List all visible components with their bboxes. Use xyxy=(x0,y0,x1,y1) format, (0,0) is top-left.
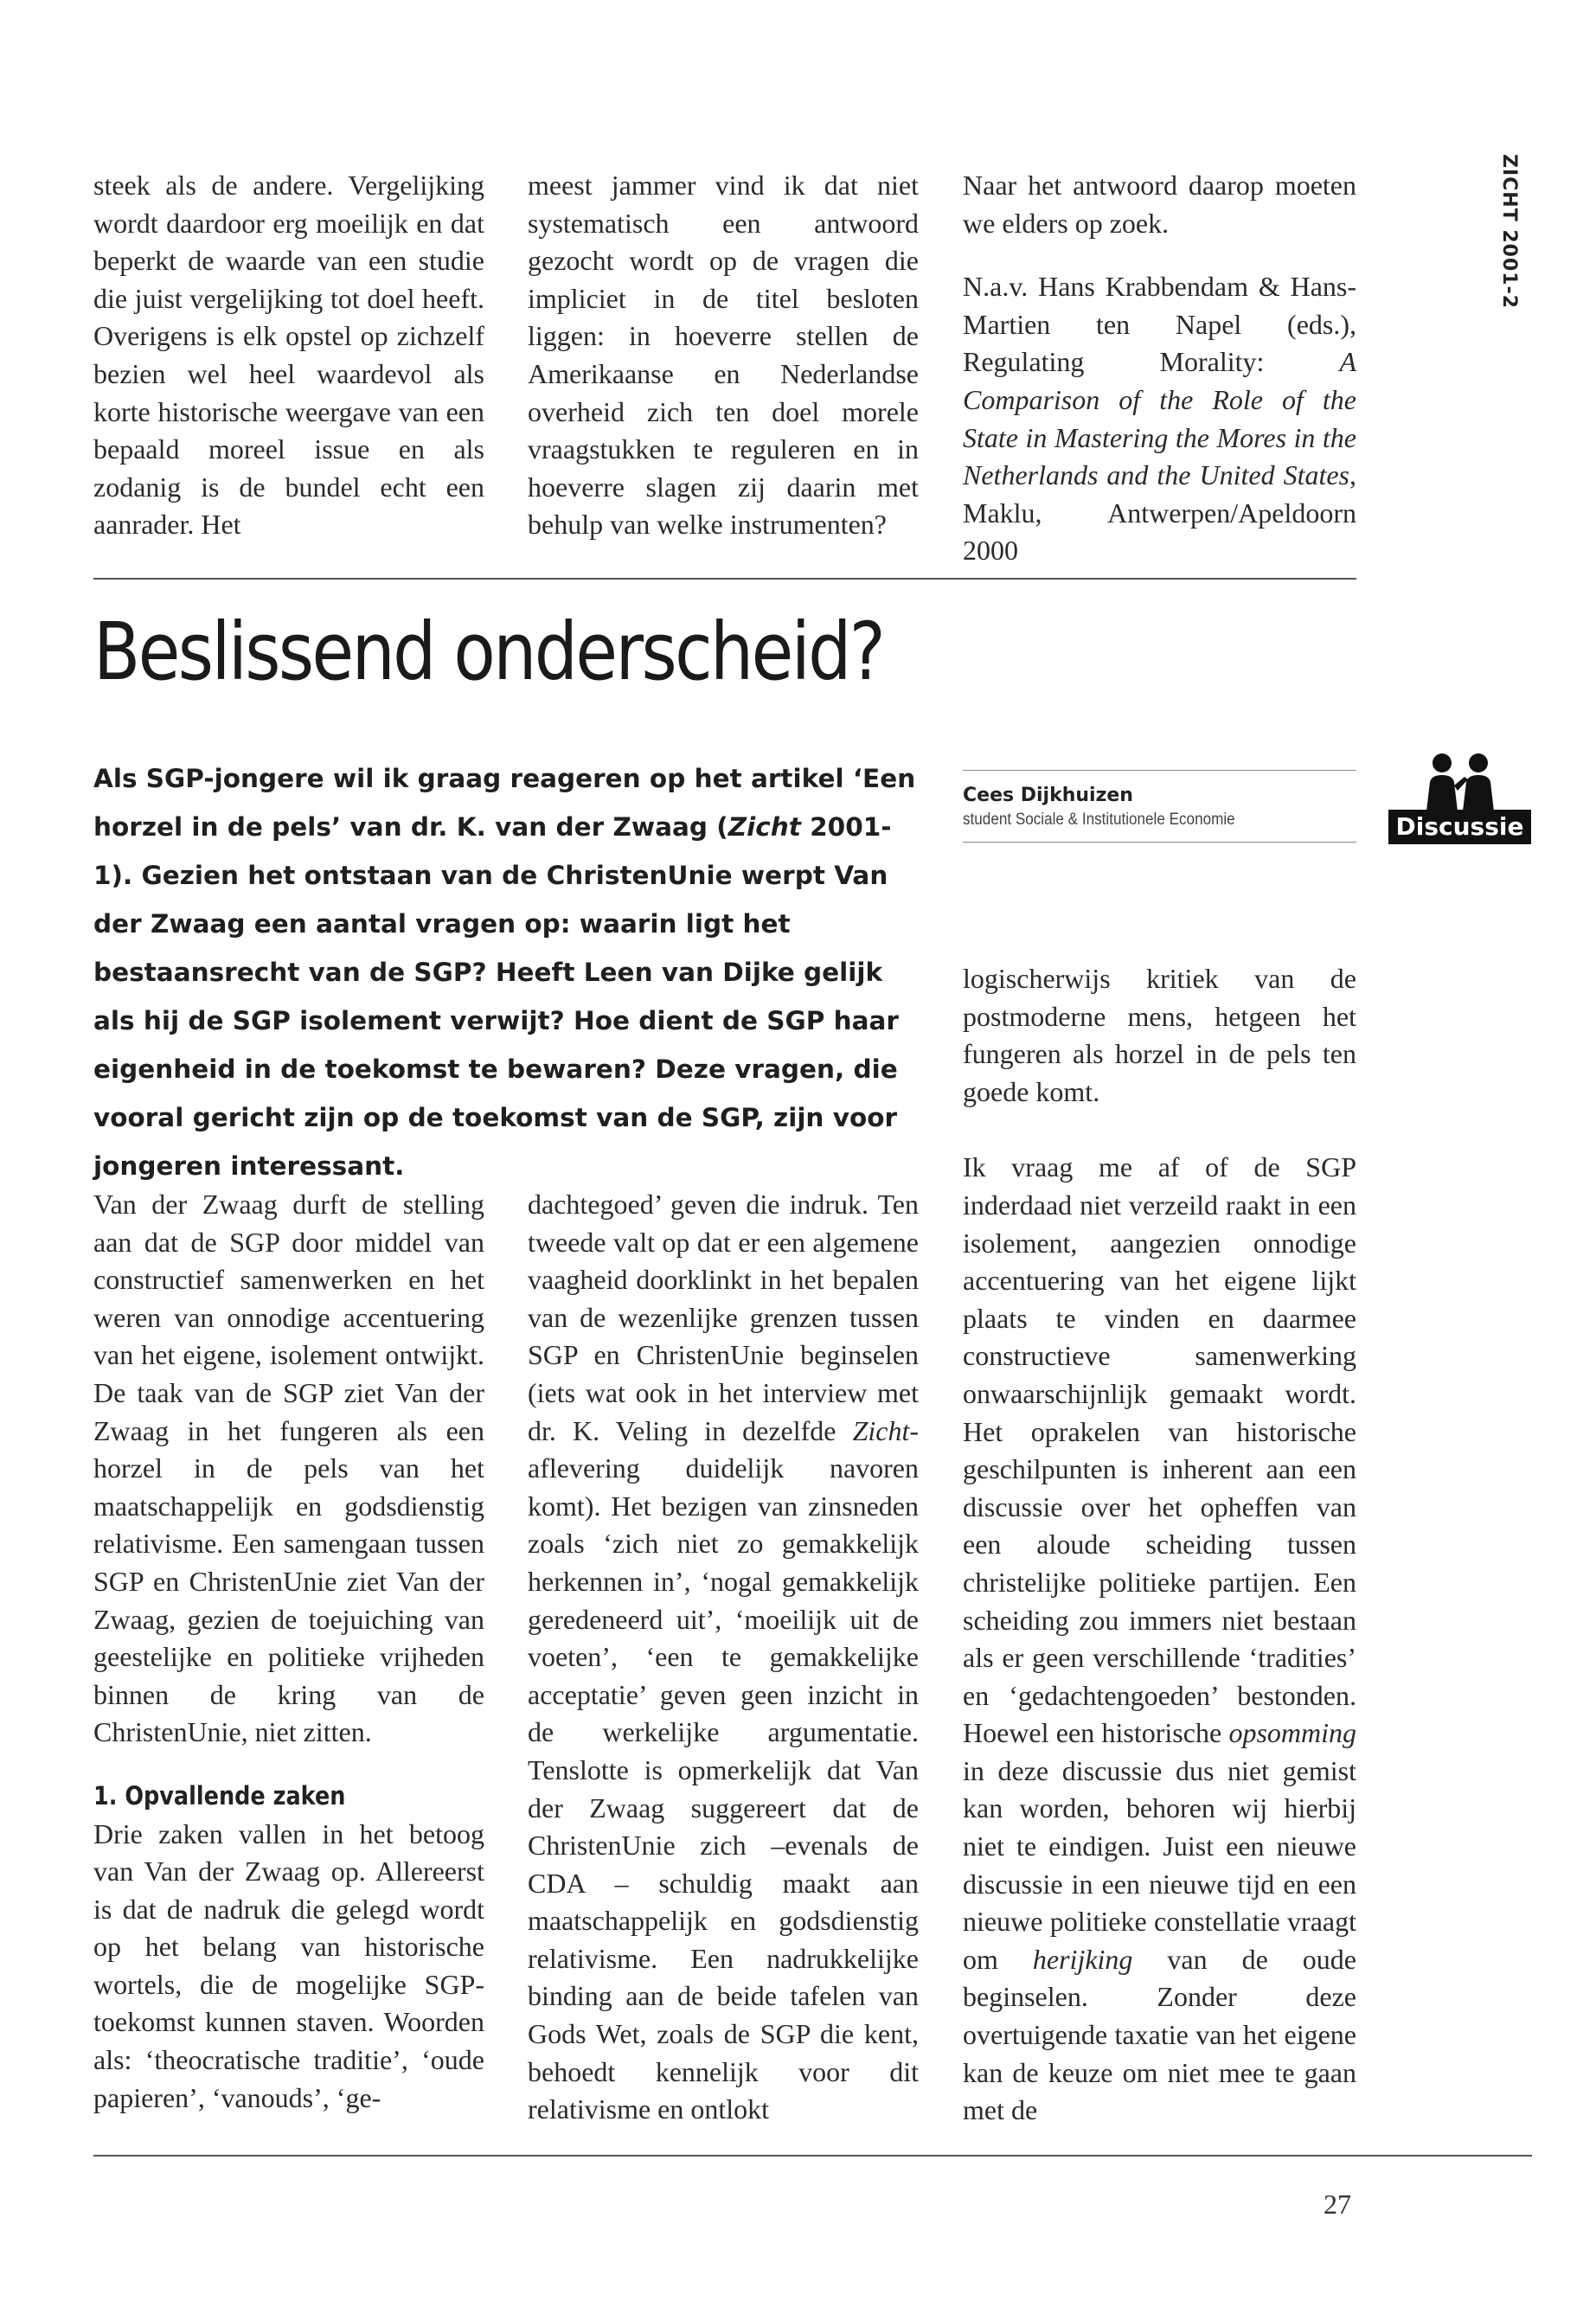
author-name: Cees Dijkhuizen xyxy=(963,785,1133,806)
running-head xyxy=(1498,154,1533,310)
col2-part-a: dachtegoed’ geven die indruk. Ten tweede valt op dat er een algemene vaagheid doorklinkt in het bepalen van de wezenlijke grenzen tussen SGP en ChristenUnie beginselen (iets wat ook in het interview met dr. K. Veling in dezelfde xyxy=(528,1189,919,1446)
author-role: student Sociale & Institutionele Economie xyxy=(963,811,1235,829)
col3-paragraph-1: logischerwijs kritiek van de postmoderne mens, hetgeen het fungeren als horzel in de pels ten goede komt. xyxy=(963,963,1356,1107)
page-number: 27 xyxy=(1324,2189,1351,2220)
author-block xyxy=(963,770,1356,843)
section-subheading: 1. Opvallende zaken xyxy=(93,1780,346,1811)
col2-paragraph xyxy=(528,1186,919,2129)
col1-paragraph-1: Van der Zwaag durft de stelling aan dat de SGP door middel van constructief samenwerken en het weren van onnodige accentuering van het eigene, isolement ontwijkt. De taak van de SGP ziet Van der Zwaag in het fungeren als een horzel in de pels van het maatschappelijk en godsdienstig relativisme. Een samengaan tussen SGP en ChristenUnie ziet Van der Zwaag, gezien de toejuiching van geestelijke en politieke vrijheden binnen de kring van de ChristenUnie, niet zitten. xyxy=(93,1189,484,1748)
col3-paragraph-2 xyxy=(963,1149,1356,2129)
col2-magazine-name: Zicht xyxy=(852,1414,910,1446)
top-col2-text: meest jammer vind ik dat niet systematisch een antwoord gezocht wordt op de vragen die impliciet in de titel besloten liggen: in hoeverre stellen de Amerikaanse en Nederlandse overheid zich ten doel morele vraagstukken te reguleren en in hoeverre slagen zij daarin met behulp van welke instrumenten? xyxy=(528,170,919,541)
top-column-2 xyxy=(528,167,919,544)
reference-lead: N.a.v. Hans Krabbendam & Hans-Martien ten Napel (eds.), Regulating Morality: xyxy=(963,271,1356,378)
intro-magazine-name: Zicht xyxy=(727,812,801,842)
top-column-3 xyxy=(963,167,1356,570)
running-head-text: ZICHT 2001-2 xyxy=(1498,154,1520,310)
col3-emphasis-1: opsomming xyxy=(1228,1717,1356,1749)
col3-emphasis-2: herijking xyxy=(1032,1943,1133,1975)
col1-paragraph-2: Drie zaken vallen in het betoog van Van der Zwaag op. Allereerst is dat de nadruk die gelegd wordt op het belang van historische wortels, die de mogelijke SGP-toekomst kunnen staven. Woorden als: ‘theocratische traditie’, ‘oude papieren’, ‘vanouds’, ‘ge- xyxy=(93,1817,484,2113)
reference-tail: , Maklu, Antwerpen/Apeldoorn 2000 xyxy=(963,459,1356,567)
review-reference xyxy=(963,268,1356,570)
section-divider xyxy=(93,578,1356,580)
col3-part-b: in deze discussie dus niet gemist kan worden, behoren wij hierbij niet te eindigen. Juist een nieuwe discussie in een nieuwe tijd en een nieuwe politieke constellatie vraagt om xyxy=(963,1754,1356,1975)
top-col1-text: steek als de andere. Vergelijking wordt daardoor erg moeilijk en dat beperkt de waarde van een studie die juist vergelijking tot doel heeft. Overigens is elk opstel op zichzelf bezien wel heel waardevol als korte historische weergave van een bepaald moreel issue en als zodanig is de bundel echt een aanrader. Het xyxy=(93,170,484,541)
top-column-1 xyxy=(93,167,484,544)
footer-rule xyxy=(93,2155,1532,2157)
reference-book-title: A Comparison of the Role of the State in Mastering the Mores in the Netherlands and the United States xyxy=(963,346,1356,491)
col3-part-a: Ik vraag me af of de SGP inderdaad niet verzeild raakt in een isolement, aangezien onnodige accentuering van het eigene lijkt plaats te vinden en daarmee constructieve samenwerking onwaarschijnlijk gemaakt wordt. Het oprakelen van historische geschilpunten is inherent aan een discussie over het opheffen van een aloude scheiding tussen christelijke politieke partijen. Een scheiding zou immers niet bestaan als er geen verschillende ‘tradities’ en ‘gedachtengoeden’ bestonden. Hoewel een historische xyxy=(963,1151,1356,1749)
body-column-3 xyxy=(963,960,1356,2130)
badge-label: Discussie xyxy=(1388,810,1531,844)
article-headline: Beslissend onderscheid? xyxy=(93,606,884,698)
two-people-icon xyxy=(1416,751,1503,813)
intro-part-b: 2001-1). Gezien het ontstaan van de ChristenUnie werpt Van der Zwaag een aantal vragen op: waarin ligt het bestaansrecht van de SGP? Heeft Leen van Dijke gelijk als hij de SGP isolement verwijt? Hoe dient de SGP haar eigenheid in de toekomst te bewaren? Deze vragen, die vooral gericht zijn op de toekomst van de SGP, zijn voor jongeren interessant. xyxy=(93,812,899,1181)
body-column-2 xyxy=(528,1186,919,2129)
article-intro xyxy=(93,754,924,1190)
intro-part-a: Als SGP-jongere wil ik graag reageren op het artikel ‘Een horzel in de pels’ van dr. K. van der Zwaag ( xyxy=(93,764,916,842)
body-column-1 xyxy=(93,1186,484,2117)
discussion-badge xyxy=(1388,751,1531,846)
col3-part-c: van de oude beginselen. Zonder deze overtuigende taxatie van het eigene kan de keuze om niet mee te gaan met de xyxy=(963,1943,1357,2126)
col2-part-b: -aflevering duidelijk navoren komt). Het bezigen van zinsneden zoals ‘zich niet zo gemakkelijk herkennen in’, ‘nogal gemakkelijk geredeneerd uit’, ‘moeilijk uit de voeten’, ‘een te gemakkelijke acceptatie’ geven geen inzicht in de werkelijke argumentatie. Tenslotte is opmerkelijk dat Van der Zwaag suggereert dat de ChristenUnie zich –evenals de CDA – schuldig maakt aan maatschappelijk en godsdienstig relativisme. Een nadrukkelijke binding aan de beide tafelen van Gods Wet, zoals de SGP die kent, behoedt kennelijk voor dit relativisme en ontlokt xyxy=(528,1414,919,2125)
top-col3-text: Naar het antwoord daarop moeten we elders op zoek. xyxy=(963,170,1356,239)
